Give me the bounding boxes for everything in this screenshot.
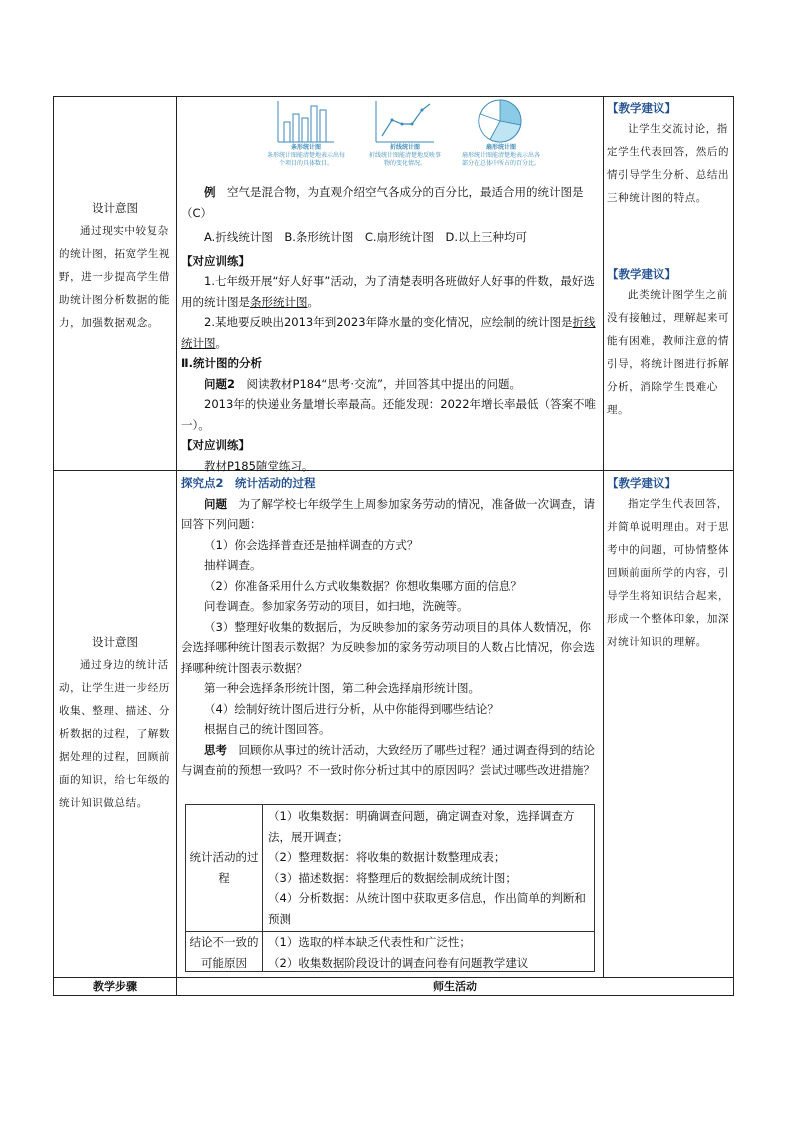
row1-content xyxy=(181,182,599,476)
footer-teaching-steps: 教学步骤 xyxy=(93,980,137,993)
section-heading-analysis: Ⅱ.统计图的分析 xyxy=(181,356,262,370)
question-2: 问题2 阅读教材P184“思考·交流”，并回答其中提出的问题。 xyxy=(204,376,521,391)
example-options: A.折线统计图 B.条形统计图 C.扇形统计图 D.以上三种均可 xyxy=(204,230,528,244)
suggestion-text-3: 指定学生代表回答，并简单说明理由。对于思考中的问题，可协情整体回顾前面所学的内容，引导学生将知识结合起来，形成一个整体印象，加深对统计知识的理解。 xyxy=(607,498,730,648)
summary-label-process: 统计活动的过程 xyxy=(189,850,259,885)
lesson-table xyxy=(53,96,734,996)
training-heading: 【对应训练】 xyxy=(181,253,250,268)
table-border-bottom xyxy=(53,995,734,996)
training-item-1: 1.七年级开展“好人好事”活动，为了清楚表明各班做好人好事的件数，最好选用的统计图是条形统计图。 xyxy=(181,274,595,309)
question-2-answer: 2013年的快递业务量增长率最高。还能发现：2022年增长率最低（答案不唯一）。 xyxy=(181,397,597,432)
design-intent-title-2: 设计意图 xyxy=(92,635,138,649)
sub-question-2: （2）你准备采用什么方式收集数据？你想收集哪方面的信息？ xyxy=(204,578,522,593)
summary-reasons-items: （1）选取的样本缺乏代表性和广泛性； （2）收集数据阶段设计的调查问卷有问题教学建议 xyxy=(268,935,529,970)
design-intent-text: 通过现实中较复杂的统计图，拓宽学生视野，进一步提高学生借助统计图分析数据的能力，加强数据观念。 xyxy=(59,225,170,329)
table-divider-col1 xyxy=(176,96,177,996)
summary-label-reasons: 结论不一致的可能原因 xyxy=(189,935,259,970)
table-border-left xyxy=(53,96,54,996)
bar-chart-icon xyxy=(276,100,336,144)
training-heading-2: 【对应训练】 xyxy=(181,438,250,452)
summary-table xyxy=(185,804,595,972)
suggestion-title-1: 【教学建议】 xyxy=(607,101,676,115)
summary-process-items: （1）收集数据：明确调查问题，确定调查对象，选择调查方法，展开调查； （2）整理数据：将收集的数据计数整理成表； （3）描述数据：将整理后的数据绘制成统计图； （4）分析数据：从统计图中获取更多信息，作出简单的判断和预测 xyxy=(268,809,586,926)
table-divider-col2 xyxy=(603,96,604,977)
suggestion-text-1: 让学生交流讨论，指定学生代表回答，然后的情引导学生分析、总结出三种统计图的特点。 xyxy=(607,123,730,204)
explore-heading: 探究点2 统计活动的过程 xyxy=(181,476,316,490)
design-intent-text-2: 通过身边的统计活动，让学生进一步经历收集、整理、描述、分析数据的过程，了解数据处理的过程，回顾前面的知识，给七年级的统计知识做总结。 xyxy=(59,659,170,809)
think-prompt: 思考 回顾你从事过的统计活动，大致经历了哪些过程？通过调查得到的结论与调查前的预想一致吗？不一致时你分析过其中的原因吗？尝试过哪些改进措施？ xyxy=(181,742,595,777)
footer-activities: 师生活动 xyxy=(433,980,477,993)
design-intent-1 xyxy=(59,198,171,335)
bar-chart-caption: 条形统计图 条形统计图能清楚地表示出每个项目的具体数目。 xyxy=(267,144,346,167)
sub-answer-3: 第一种会选择条形统计图，第二种会选择扇形统计图。 xyxy=(204,681,480,695)
table-border-right xyxy=(733,96,734,996)
sub-question-1: （1）你会选择普查还是抽样调查的方式？ xyxy=(204,537,419,552)
suggestion-title-2: 【教学建议】 xyxy=(607,267,676,281)
sub-question-3: （3）整理好收集的数据后，为反映参加的家务劳动项目的具体人数情况，你会选择哪种统计图表示数据？为反映参加的家务劳动项目的人数占比情况，你会选择哪种统计图表示数据？ xyxy=(181,619,595,675)
line-chart-caption: 折线统计图 折线统计图能清楚地反映事物的变化情况。 xyxy=(368,144,441,167)
suggestion-title-3: 【教学建议】 xyxy=(607,476,676,490)
example-question: 例 空气是混合物，为直观介绍空气各成分的百分比，最适合用的统计图是（C） xyxy=(181,185,584,220)
teaching-suggestion-3 xyxy=(607,473,731,654)
sub-answer-1: 抽样调查。 xyxy=(204,558,262,572)
teaching-suggestion-2 xyxy=(607,264,731,422)
training-item-3: 教材P185随堂练习。 xyxy=(204,458,314,473)
chart-types-illustration xyxy=(177,96,603,184)
design-intent-2 xyxy=(59,632,171,815)
sub-question-4: （4）绘制好统计图后进行分析，从中你能得到哪些结论？ xyxy=(204,701,499,716)
pie-chart-caption: 扇形统计图 扇形统计图能清楚地表示出各部分在总体中所占的百分比。 xyxy=(461,144,540,167)
problem-text: 问题 为了解学校七年级学生上周参加家务劳动的情况，准备做一次调查，请回答下列问题： xyxy=(181,496,595,531)
sub-answer-4: 根据自己的统计图回答。 xyxy=(204,722,331,736)
suggestion-text-2: 此类统计图学生之前没有接触过，理解起来可能有困难，教师注意的情引导，将统计图进行拆解分析，消除学生畏难心理。 xyxy=(607,289,730,416)
row2-content xyxy=(181,473,599,781)
pie-chart-icon xyxy=(476,97,524,145)
teaching-suggestion-1 xyxy=(607,98,731,210)
sub-answer-2: 问卷调查。参加家务劳动的项目，如扫地，洗碗等。 xyxy=(204,599,469,613)
line-chart-icon xyxy=(374,100,436,144)
training-item-2: 2.某地要反映出2013年到2023年降水量的变化情况，应绘制的统计图是折线统计图。 xyxy=(181,315,596,350)
design-intent-title: 设计意图 xyxy=(92,201,138,215)
